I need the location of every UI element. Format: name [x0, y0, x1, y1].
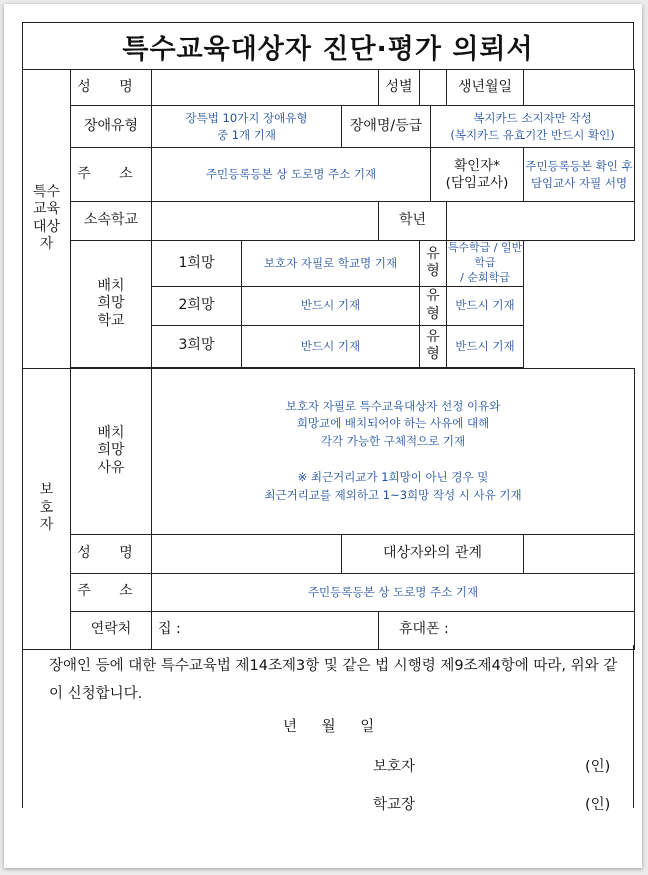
- subject-address-label: 주 소: [71, 148, 152, 202]
- choice-3-label: 3희망: [152, 325, 242, 367]
- disability-type-label: 장애유형: [71, 106, 152, 148]
- choice-1-type-label: 유형: [420, 241, 447, 287]
- home-phone-field[interactable]: [152, 611, 379, 649]
- declaration-section: [22, 645, 634, 813]
- choice-2-type-label: 유형: [420, 286, 447, 325]
- relation-label: 대상자와의 관계: [342, 534, 524, 573]
- disability-type-field[interactable]: 장특법 10가지 장애유형 중 1개 기재: [152, 106, 342, 148]
- gender-field[interactable]: [420, 70, 447, 106]
- choice-3-field[interactable]: 반드시 기재: [242, 325, 420, 367]
- document-page: [4, 4, 642, 868]
- choice-2-type-field[interactable]: 반드시 기재: [447, 286, 524, 325]
- guardian-seal-mark[interactable]: (인): [585, 759, 611, 775]
- guardian-address-field[interactable]: 주민등록등본 상 도로명 주소 기재: [152, 573, 635, 611]
- mobile-phone-label: 휴대폰 :: [399, 621, 449, 638]
- subject-name-label: 성 명: [71, 70, 152, 106]
- verifier-field[interactable]: 주민등록등본 확인 후 담임교사 자필 서명: [524, 148, 635, 202]
- contact-label: 연락처: [71, 611, 152, 649]
- date-line: 년 월 일: [283, 719, 377, 735]
- birth-field[interactable]: [524, 70, 635, 106]
- grade-label: 학년: [379, 202, 447, 241]
- guardian-name-field[interactable]: [152, 534, 342, 573]
- disability-grade-field[interactable]: 복지카드 소지자만 작성 (복지카드 유효기간 반드시 확인): [431, 106, 635, 148]
- subject-name-field[interactable]: [152, 70, 379, 106]
- reason-field[interactable]: 보호자 자필로 특수교육대상자 선정 이유와 희망교에 배치되어야 하는 사유에 대해 각각 가능한 구체적으로 기재 ※ 최근거리교가 1희망이 아닌 경우 및 최근거리교를 제외하고 1~3희망 작성 시 사유 기재: [152, 368, 635, 534]
- relation-field[interactable]: [524, 534, 635, 573]
- choice-2-field[interactable]: 반드시 기재: [242, 286, 420, 325]
- guardian-signature-label: 보호자: [373, 759, 416, 775]
- gender-label: 성별: [379, 70, 420, 106]
- disability-grade-label: 장애명/등급: [342, 106, 431, 148]
- birth-label: 생년월일: [447, 70, 524, 106]
- mobile-phone-field[interactable]: [379, 611, 635, 649]
- school-label: 소속학교: [71, 202, 152, 241]
- home-phone-label: 집 :: [158, 621, 181, 638]
- guardian-section-label: 보 호 자: [23, 368, 71, 649]
- principal-seal-mark[interactable]: (인): [585, 797, 611, 813]
- subject-address-field[interactable]: 주민등록등본 상 도로명 주소 기재: [152, 148, 431, 202]
- declaration-text: 장애인 등에 대한 특수교육법 제14조제3항 및 같은 법 시행령 제9조제4항에 따라, 위와 같이 신청합니다.: [49, 658, 618, 702]
- choice-1-field[interactable]: 보호자 자필로 학교명 기재: [242, 241, 420, 287]
- grade-field[interactable]: [447, 202, 635, 241]
- request-form-table: [22, 69, 635, 650]
- school-field[interactable]: [152, 202, 379, 241]
- subject-section-label: 특수 교육 대상 자: [23, 70, 71, 369]
- verifier-label: 확인자* (담임교사): [431, 148, 524, 202]
- form-title: 특수교육대상자 진단·평가 의뢰서: [22, 22, 634, 70]
- choice-1-type-field[interactable]: 특수학급 / 일반학급 / 순회학급: [447, 241, 524, 287]
- choice-2-label: 2희망: [152, 286, 242, 325]
- form-frame: [22, 22, 634, 813]
- guardian-address-label: 주 소: [71, 573, 152, 611]
- choice-3-type-label: 유형: [420, 325, 447, 367]
- choice-1-label: 1희망: [152, 241, 242, 287]
- choice-3-type-field[interactable]: 반드시 기재: [447, 325, 524, 367]
- reason-label: 배치 희망 사유: [71, 368, 152, 534]
- principal-signature-label: 학교장: [373, 797, 416, 813]
- placement-label: 배치 희망 학교: [71, 241, 152, 368]
- guardian-name-label: 성 명: [71, 534, 152, 573]
